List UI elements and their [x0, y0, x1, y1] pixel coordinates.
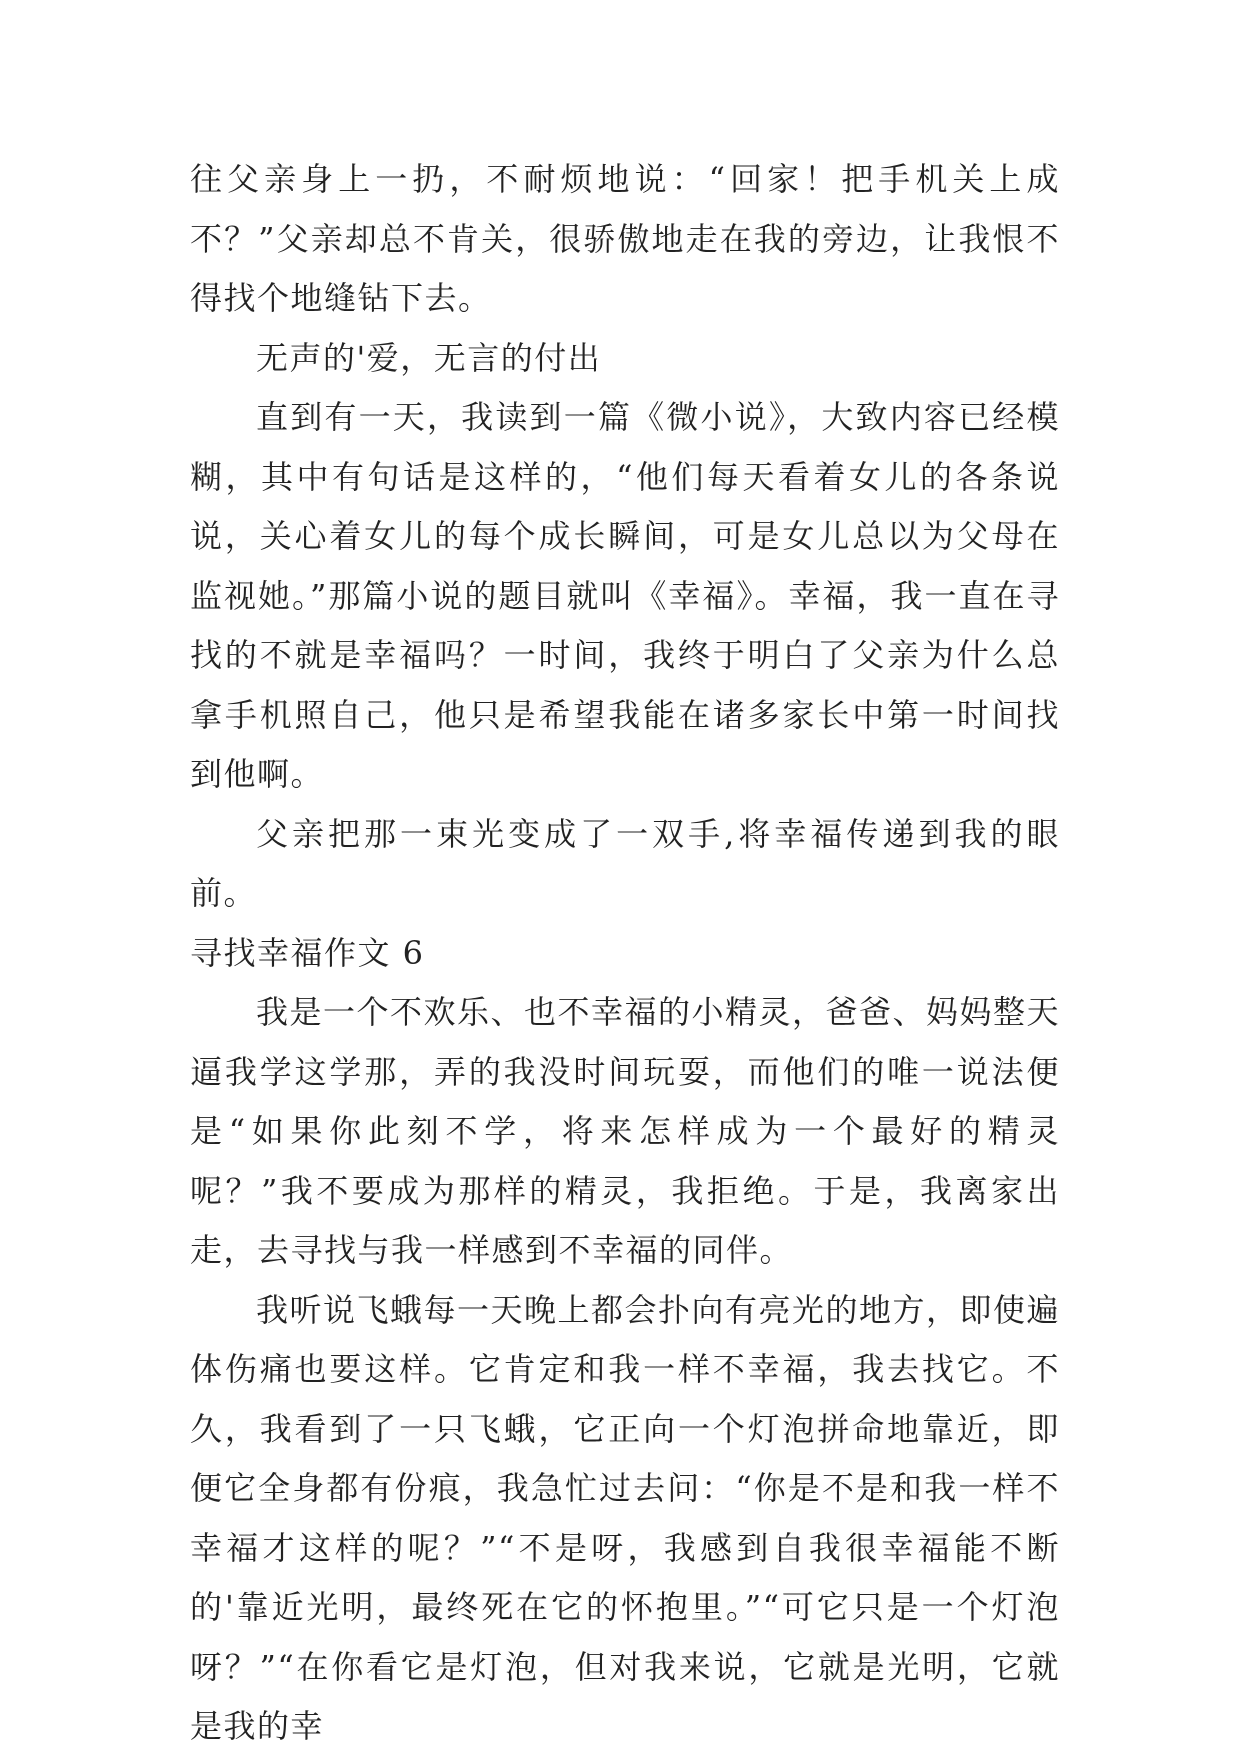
paragraph-elf: 我是一个不欢乐、也不幸福的小精灵，爸爸、妈妈整天逼我学这学那，弄的我没时间玩耍，而他们的唯一说法便是“如果你此刻不学，将来怎样成为一个最好的精灵呢？”我不要成为那样的精灵，我拒绝。于是，我离家出走，去寻找与我一样感到不幸福的同伴。 [190, 993, 1061, 1269]
paragraph-continuation: 往父亲身上一扔，不耐烦地说：“回家！把手机关上成不？”父亲却总不肯关，很骄傲地走在我的旁边，让我恨不得找个地缝钻下去。 [190, 160, 1060, 317]
section-subtitle: 无声的'爱，无言的付出 [256, 338, 602, 377]
paragraph-father-light: 父亲把那一束光变成了一双手,将幸福传递到我的眼前。 [190, 814, 1060, 912]
essay-title-6: 寻找幸福作文 6 [190, 933, 425, 972]
document-body [190, 150, 1060, 1757]
paragraph-micro-novel: 直到有一天，我读到一篇《微小说》，大致内容已经模糊，其中有句话是这样的，“他们每天看着女儿的各条说说，关心着女儿的每个成长瞬间，可是女儿总以为父母在监视她。”那篇小说的题目就叫《幸福》。幸福，我一直在寻找的不就是幸福吗？一时间，我终于明白了父亲为什么总拿手机照自己，他只是希望我能在诸多家长中第一时间找到他啊。 [190, 398, 1060, 793]
paragraph-moth: 我听说飞蛾每一天晚上都会扑向有亮光的地方，即使遍体伤痛也要这样。它肯定和我一样不幸福，我去找它。不久，我看到了一只飞蛾，它正向一个灯泡拼命地靠近，即便它全身都有份痕，我急忙过去问：“你是不是和我一样不幸福才这样的呢？”“不是呀，我感到自我很幸福能不断的'靠近光明，最终死在它的怀抱里。”“可它只是一个灯泡呀？”“在你看它是灯泡，但对我来说，它就是光明，它就是我的幸 [190, 1290, 1061, 1745]
